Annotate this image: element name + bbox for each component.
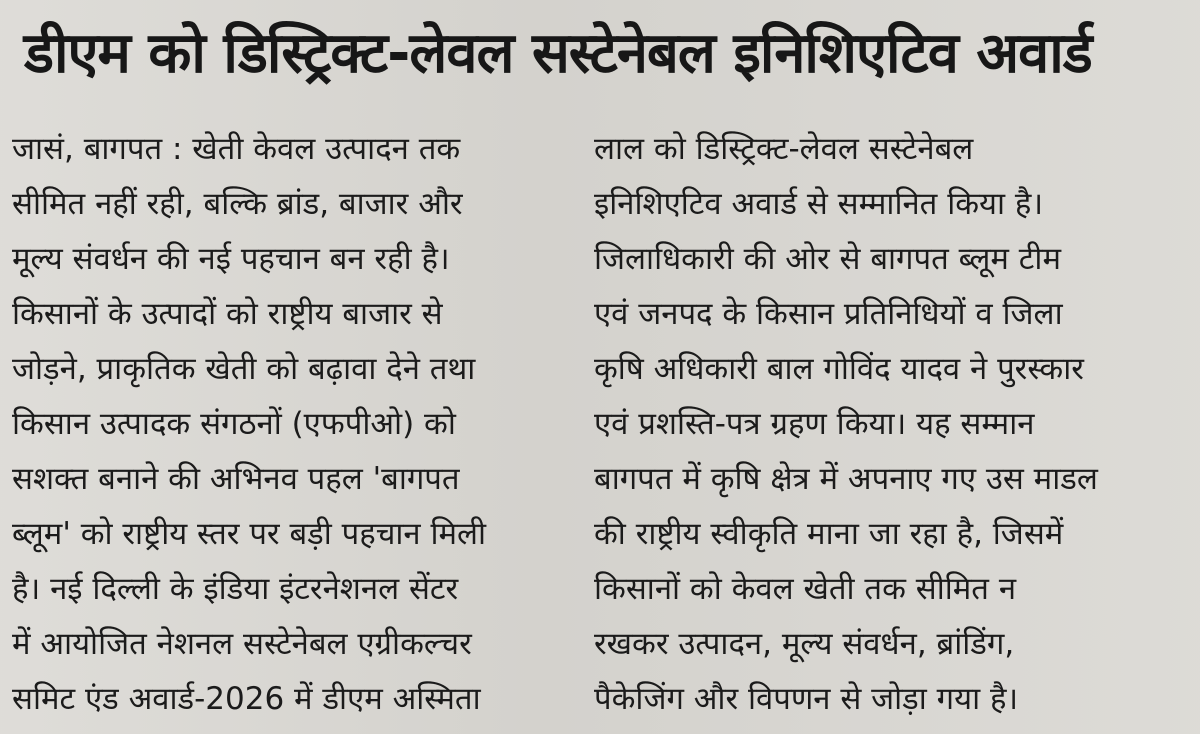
left-column-line: में आयोजित नेशनल सस्टेनेबल एग्रीकल्चर [12,626,472,662]
left-column-line: जोड़ने, प्राकृतिक खेती को बढ़ावा देने तथा [12,351,476,387]
right-column-line: एवं जनपद के किसान प्रतिनिधियों व जिला [594,296,1063,332]
right-column [594,122,1164,727]
left-column-line: किसानों के उत्पादों को राष्ट्रीय बाजार से [12,296,443,332]
right-column-line: एवं प्रशस्ति-पत्र ग्रहण किया। यह सम्मान [594,406,1035,442]
headline: डीएम को डिस्ट्रिक्ट-लेवल सस्टेनेबल इनिशिएटिव अवार्ड [24,21,1092,86]
right-column-line: किसानों को केवल खेती तक सीमित न [594,571,1017,607]
left-column-line: ब्लूम' को राष्ट्रीय स्तर पर बड़ी पहचान मिली [12,516,487,552]
left-column-line: सशक्त बनाने की अभिनव पहल 'बागपत [12,461,460,497]
left-column-line: है। नई दिल्ली के इंडिया इंटरनेशनल सेंटर [12,571,459,607]
left-column-line: किसान उत्पादक संगठनों (एफपीओ) को [12,406,456,442]
left-column-line: जासं, बागपत : खेती केवल उत्पादन तक [12,131,461,167]
right-column-line: कृषि अधिकारी बाल गोविंद यादव ने पुरस्कार [594,351,1084,387]
right-column-line: बागपत में कृषि क्षेत्र में अपनाए गए उस माडल [594,461,1098,497]
left-column-line: सीमित नहीं रही, बल्कि ब्रांड, बाजार और [12,186,463,222]
left-column-line: समिट एंड अवार्ड-2026 में डीएम अस्मिता [12,681,481,717]
left-column-line: मूल्य संवर्धन की नई पहचान बन रही है। [12,241,450,277]
right-column-line: की राष्ट्रीय स्वीकृति माना जा रहा है, जिसमें [594,516,1064,552]
left-column [12,122,552,727]
right-column-line: लाल को डिस्ट्रिक्ट-लेवल सस्टेनेबल [594,131,974,167]
right-column-line: रखकर उत्पादन, मूल्य संवर्धन, ब्रांडिंग, [594,626,1015,662]
right-column-line: पैकेजिंग और विपणन से जोड़ा गया है। [594,681,1019,717]
right-column-line: इनिशिएटिव अवार्ड से सम्मानित किया है। [594,186,1044,222]
right-column-line: जिलाधिकारी की ओर से बागपत ब्लूम टीम [594,241,1061,277]
